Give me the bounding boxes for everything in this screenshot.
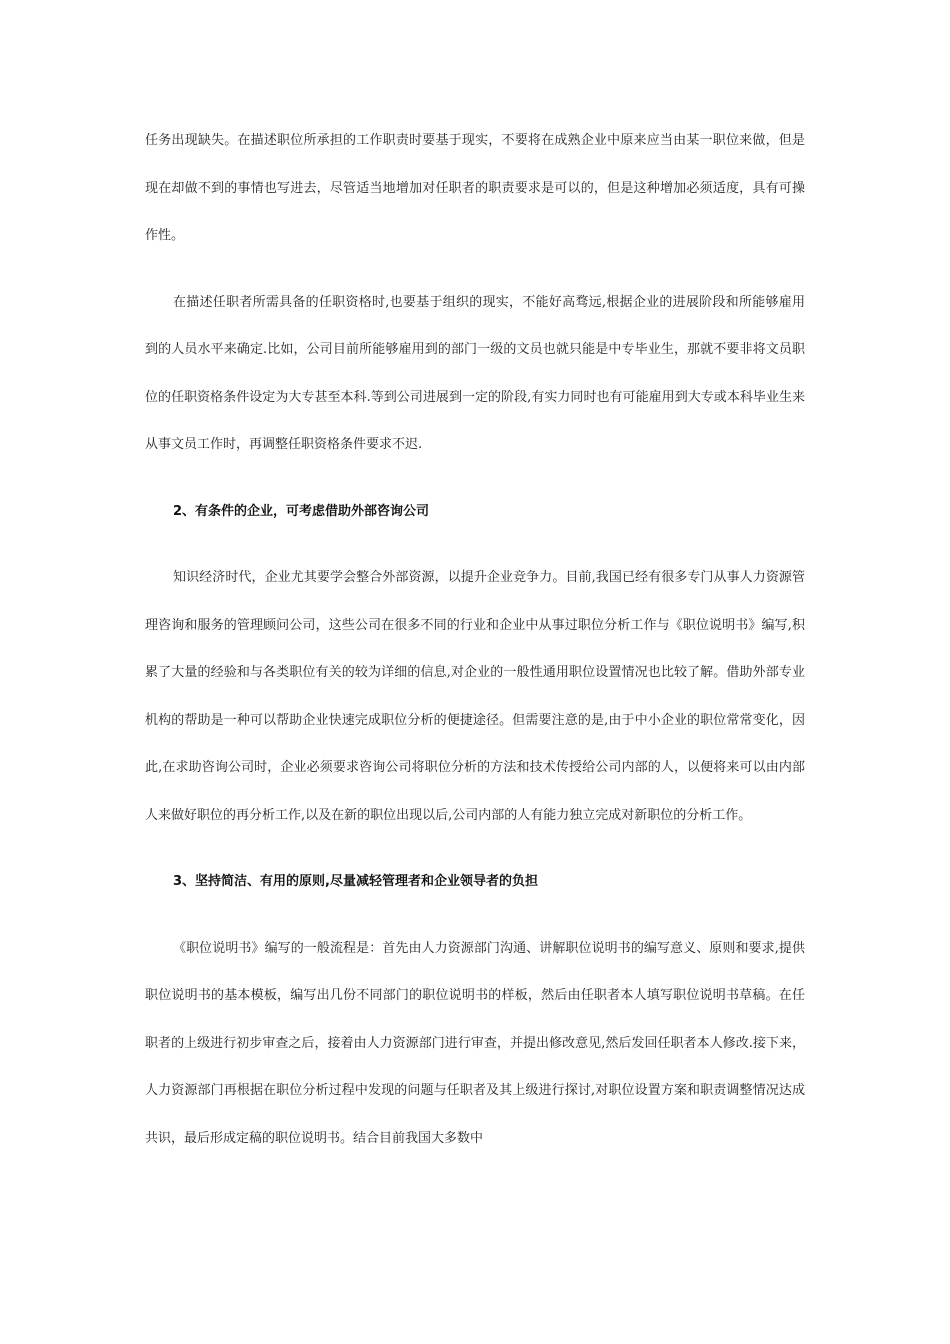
paragraph-2: 在描述任职者所需具备的任职资格时,也要基于组织的现实，不能好高骛远,根据企业的进展阶段和所能够雇用到的人员水平来确定.比如，公司目前所能够雇用到的部门一级的文员也就只能是中专毕业生，那就不要非将文员职位的任职资格条件设定为大专甚至本科.等到公司进展到一定的阶段,有实力同时也有可能雇用到大专或本科毕业生来从事文员工作时，再调整任职资格条件要求不迟. [145,294,805,452]
paragraph-1: 任务出现缺失。在描述职位所承担的工作职责时要基于现实，不要将在成熟企业中原来应当由某一职位来做，但是现在却做不到的事情也写进去，尽管适当地增加对任职者的职责要求是可以的，但是这种增加必须适度，具有可操作性。 [145,133,805,243]
paragraph-gap [145,535,805,554]
paragraph-gap [145,839,805,858]
paragraph-gap [145,260,805,279]
section-heading-2: 2、有条件的企业，可考虑借助外部咨询公司 [173,503,430,519]
document-body [145,117,805,1162]
section-heading-3: 3、坚持简洁、有用的原则,尽量减轻管理者和企业领导者的负担 [173,874,538,889]
paragraph-3: 知识经济时代，企业尤其要学会整合外部资源，以提升企业竞争力。目前,我国已经有很多专门从事人力资源管理咨询和服务的管理顾问公司，这些公司在很多不同的行业和企业中从事过职位分析工作与《职位说明书》编写,积累了大量的经验和与各类职位有关的较为详细的信息,对企业的一般性通用职位设置情况也比较了解。借助外部专业机构的帮助是一种可以帮助企业快速完成职位分析的便捷途径。但需要注意的是,由于中小企业的职位常常变化，因此,在求助咨询公司时，企业必须要求咨询公司将职位分析的方法和技术传授给公司内部的人，以便将来可以由内部人来做好职位的再分析工作,以及在新的职位出现以后,公司内部的人有能力独立完成对新职位的分析工作。 [145,570,805,823]
paragraph-gap [145,906,805,925]
paragraph-gap [145,469,805,488]
paragraph-4: 《职位说明书》编写的一般流程是：首先由人力资源部门沟通、讲解职位说明书的编写意义、原则和要求,提供职位说明书的基本模板，编写出几份不同部门的职位说明书的样板，然后由任职者本人填写职位说明书草稿。在任职者的上级进行初步审查之后，接着由人力资源部门进行审查，并提出修改意见,然后发回任职者本人修改.接下来，人力资源部门再根据在职位分析过程中发现的问题与任职者及其上级进行探讨,对职位设置方案和职责调整情况达成共识，最后形成定稿的职位说明书。结合目前我国大多数中 [145,940,805,1146]
